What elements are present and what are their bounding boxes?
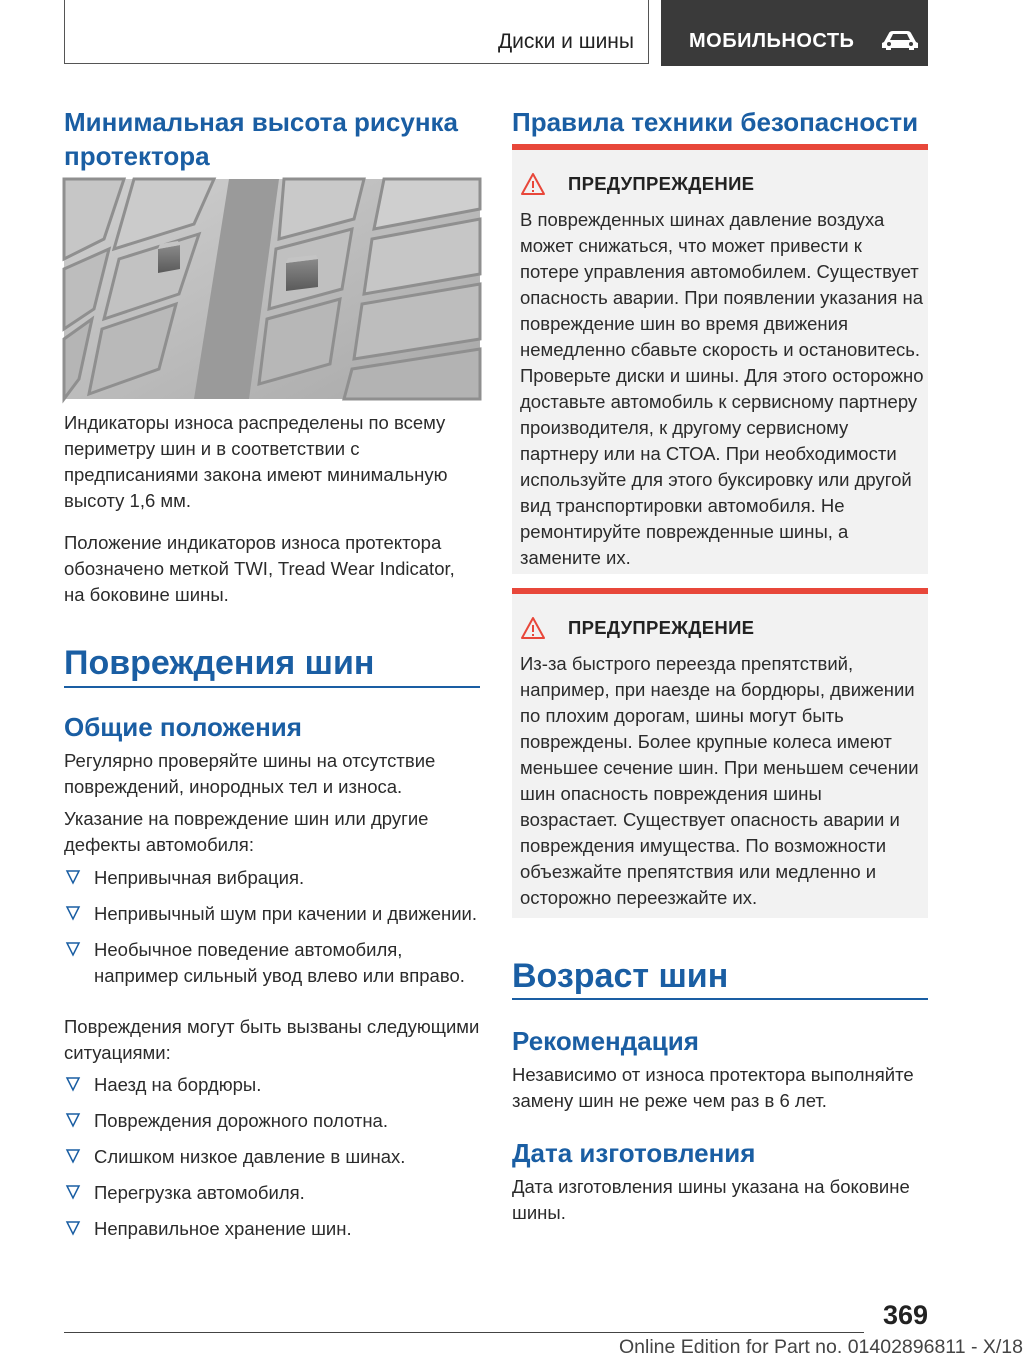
bullet-triangle-icon	[66, 1220, 80, 1236]
tire-tread-photo	[64, 179, 480, 399]
bullet-triangle-icon	[66, 941, 80, 957]
damage-causes-list	[64, 1072, 480, 1242]
warning-title: ПРЕДУПРЕЖДЕНИЕ	[568, 617, 755, 638]
recommendation-paragraph: Независимо от износа протектора выполняйте замену шин не реже чем раз в 6 лет.	[512, 1064, 914, 1111]
footer-rule	[64, 1332, 864, 1333]
general-heading: Общие положения	[64, 712, 302, 742]
warning-triangle-icon	[520, 172, 546, 196]
bullet-triangle-icon	[66, 1112, 80, 1128]
safety-heading: Правила техники безопасности	[512, 107, 919, 137]
warning-text: Из-за быстрого переезда препятствий, например, при наезде на бордюры, движении по плохим дорогам, шины могут быть повреждены. Более крупные колеса имеют меньшее сечение шин. При меньшем сечении шин опасность повреждения шины возрастает. Существует опасность аварии и повреждения имущества. По возможности объезжайте препятствия или медленно и осторожно переезжайте их.	[520, 653, 919, 908]
list-item-text: Наезд на бордюры.	[94, 1074, 262, 1095]
list-item	[64, 901, 480, 927]
damage-signs-list	[64, 865, 480, 989]
general-paragraph-2: Указание на повреждение шин или другие дефекты автомобиля:	[64, 808, 429, 855]
footer-edition: Online Edition for Part no. 01402896811 - X/18	[619, 1336, 1023, 1358]
tread-heading: Минимальная высота рисунка протектора	[64, 107, 458, 171]
warning-box-2	[512, 588, 928, 918]
tire-damage-rule	[64, 686, 480, 688]
list-item	[64, 1180, 480, 1206]
tire-age-rule	[512, 998, 928, 1000]
tread-paragraph-1: Индикаторы износа распределены по всему периметру шин и в соответствии с предписаниями закона имеют минимальную высоту 1,6 мм.	[64, 412, 448, 511]
list-item-text: Необычное поведение автомобиля, например сильный увод влево или вправо.	[94, 939, 465, 986]
manufacture-date-paragraph: Дата изготовления шины указана на боковине шины.	[512, 1176, 910, 1223]
page-number: 369	[882, 1300, 928, 1330]
list-item	[64, 937, 480, 989]
list-item-text: Слишком низкое давление в шинах.	[94, 1146, 406, 1167]
bullet-triangle-icon	[66, 1148, 80, 1164]
list-item-text: Неправильное хранение шин.	[94, 1218, 352, 1239]
bullet-triangle-icon	[66, 905, 80, 921]
list-item	[64, 1216, 480, 1242]
warning-box-1	[512, 144, 928, 574]
list-item-text: Непривычная вибрация.	[94, 867, 305, 888]
list-item-text: Непривычный шум при качении и движении.	[94, 903, 478, 924]
header-section-box	[64, 0, 649, 64]
general-paragraph-1: Регулярно проверяйте шины на отсутствие повреждений, инородных тел и износа.	[64, 750, 436, 797]
manufacture-date-heading: Дата изготовления	[512, 1138, 756, 1168]
header-section-title: Диски и шины	[497, 30, 634, 53]
list-item	[64, 1144, 480, 1170]
warning-text: В поврежденных шинах давление воздуха может снижаться, что может привести к потере управления автомобилем. Существует опасность аварии. При появлении указания на повреждение шин во время движения немедленно сбавьте скорость и остановитесь. Проверьте диски и шины. Для этого осторожно доставьте автомобиль к сервисному партнеру производителя, к другому сервисному партнеру или на СТОА. При необходимости используйте для этого буксировку или другой вид транспортировки автомобиля. Не ремонтируйте поврежденные шины, а замените их.	[520, 209, 924, 568]
list-item-text: Перегрузка автомобиля.	[94, 1182, 305, 1203]
tread-paragraph-2: Положение индикаторов износа протектора обозначено меткой TWI, Tread Wear Indicator, на боковине шины.	[64, 532, 455, 605]
tire-damage-heading: Повреждения шин	[64, 644, 375, 682]
list-item-text: Повреждения дорожного полотна.	[94, 1110, 388, 1131]
list-item	[64, 865, 480, 891]
bullet-triangle-icon	[66, 1076, 80, 1092]
tire-age-heading: Возраст шин	[512, 957, 729, 995]
warning-triangle-icon	[520, 616, 546, 640]
list-item	[64, 1072, 480, 1098]
page-header	[64, 0, 928, 66]
list-item	[64, 1108, 480, 1134]
car-icon	[880, 28, 920, 52]
header-chapter-box	[661, 0, 928, 66]
recommendation-heading: Рекомендация	[512, 1026, 699, 1056]
bullet-triangle-icon	[66, 1184, 80, 1200]
header-chapter-title: МОБИЛЬНОСТЬ	[689, 30, 855, 52]
tire-tread-illustration	[64, 179, 480, 399]
bullet-triangle-icon	[66, 869, 80, 885]
warning-title: ПРЕДУПРЕЖДЕНИЕ	[568, 173, 755, 194]
causes-intro: Повреждения могут быть вызваны следующими ситуациями:	[64, 1016, 480, 1063]
